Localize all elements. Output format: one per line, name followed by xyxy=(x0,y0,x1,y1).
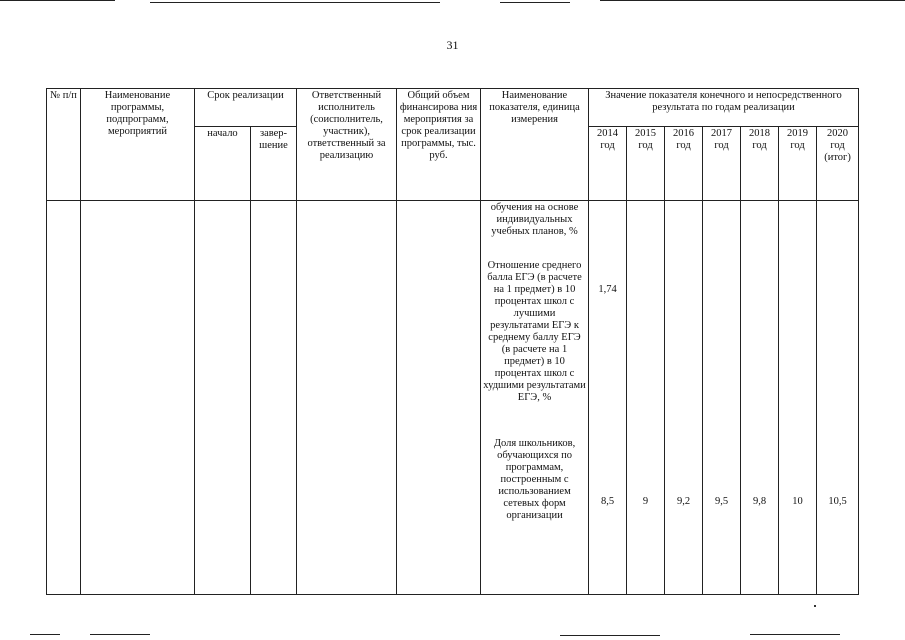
indicator-3: Доля школьников, обучающихся по программам, построенным с использованием сетевых форм организации xyxy=(493,438,576,521)
header-name: Наименование программы, подпрограмм, мероприятий xyxy=(81,89,195,201)
header-row-1 xyxy=(47,89,859,127)
indicator-1: обучения на основе индивидуальных учебных планов, % xyxy=(490,202,579,237)
header-year-2017: 2017 год xyxy=(703,127,741,201)
header-year-2014: 2014 год xyxy=(589,127,627,201)
page-number: 31 xyxy=(446,38,459,52)
cell-year-2018 xyxy=(741,201,779,595)
header-year-2019: 2019 год xyxy=(779,127,817,201)
cell-start xyxy=(195,201,251,595)
scan-line-bottom-3 xyxy=(560,635,660,636)
scan-line-bottom-2 xyxy=(90,634,150,635)
header-year-2018: 2018 год xyxy=(741,127,779,201)
cell-year-2020 xyxy=(817,201,859,595)
header-values-group: Значение показателя конечного и непосредственного результата по годам реализации xyxy=(589,89,859,127)
header-volume: Общий объем финансирова ния мероприятия за срок реализации программы, тыс. руб. xyxy=(397,89,481,201)
value-ind3-2020: 10,5 xyxy=(828,496,847,507)
value-ind3-2018: 9,8 xyxy=(752,496,767,507)
cell-year-2019 xyxy=(779,201,817,595)
header-year-2016: 2016 год xyxy=(665,127,703,201)
scan-line-top-3 xyxy=(500,2,570,3)
scan-line-top-4 xyxy=(600,0,905,1)
cell-indicators xyxy=(481,201,589,595)
program-indicators-table xyxy=(46,88,859,595)
cell-num xyxy=(47,201,81,595)
scan-line-bottom-1 xyxy=(30,634,60,635)
value-ind2-2014: 1,74 xyxy=(598,284,617,295)
header-period: Срок реализации xyxy=(195,89,297,127)
cell-responsible xyxy=(297,201,397,595)
cell-end xyxy=(251,201,297,595)
header-end: завер-шение xyxy=(251,127,297,201)
scan-line-bottom-4 xyxy=(750,634,840,635)
header-indicator: Наименование показателя, единица измерения xyxy=(481,89,589,201)
header-num: № п/п xyxy=(47,89,81,201)
cell-year-2015 xyxy=(627,201,665,595)
scan-line-top-2 xyxy=(150,2,440,3)
cell-year-2017 xyxy=(703,201,741,595)
header-year-2015: 2015 год xyxy=(627,127,665,201)
value-ind3-2015: 9 xyxy=(642,496,649,507)
scan-speck xyxy=(814,605,816,607)
cell-year-2014 xyxy=(589,201,627,595)
value-ind3-2016: 9,2 xyxy=(676,496,691,507)
value-ind3-2019: 10 xyxy=(792,496,803,507)
indicator-2: Отношение среднего балла ЕГЭ (в расчете на 1 предмет) в 10 процентах школ с лучшими результатами ЕГЭ к среднему баллу ЕГЭ (в расчете на 1 предмет) в 10 процентах школ с худшими результатами ЕГЭ, % xyxy=(483,260,586,403)
cell-year-2016 xyxy=(665,201,703,595)
value-ind3-2014: 8,5 xyxy=(600,496,615,507)
scan-line-top-1 xyxy=(0,0,115,1)
header-start: начало xyxy=(195,127,251,201)
cell-volume xyxy=(397,201,481,595)
body-row xyxy=(47,201,859,595)
header-year-2020: 2020 год (итог) xyxy=(817,127,859,201)
header-responsible: Ответственный исполнитель (соисполнитель, участник), ответственный за реализацию xyxy=(297,89,397,201)
value-ind3-2017: 9,5 xyxy=(714,496,729,507)
cell-name xyxy=(81,201,195,595)
